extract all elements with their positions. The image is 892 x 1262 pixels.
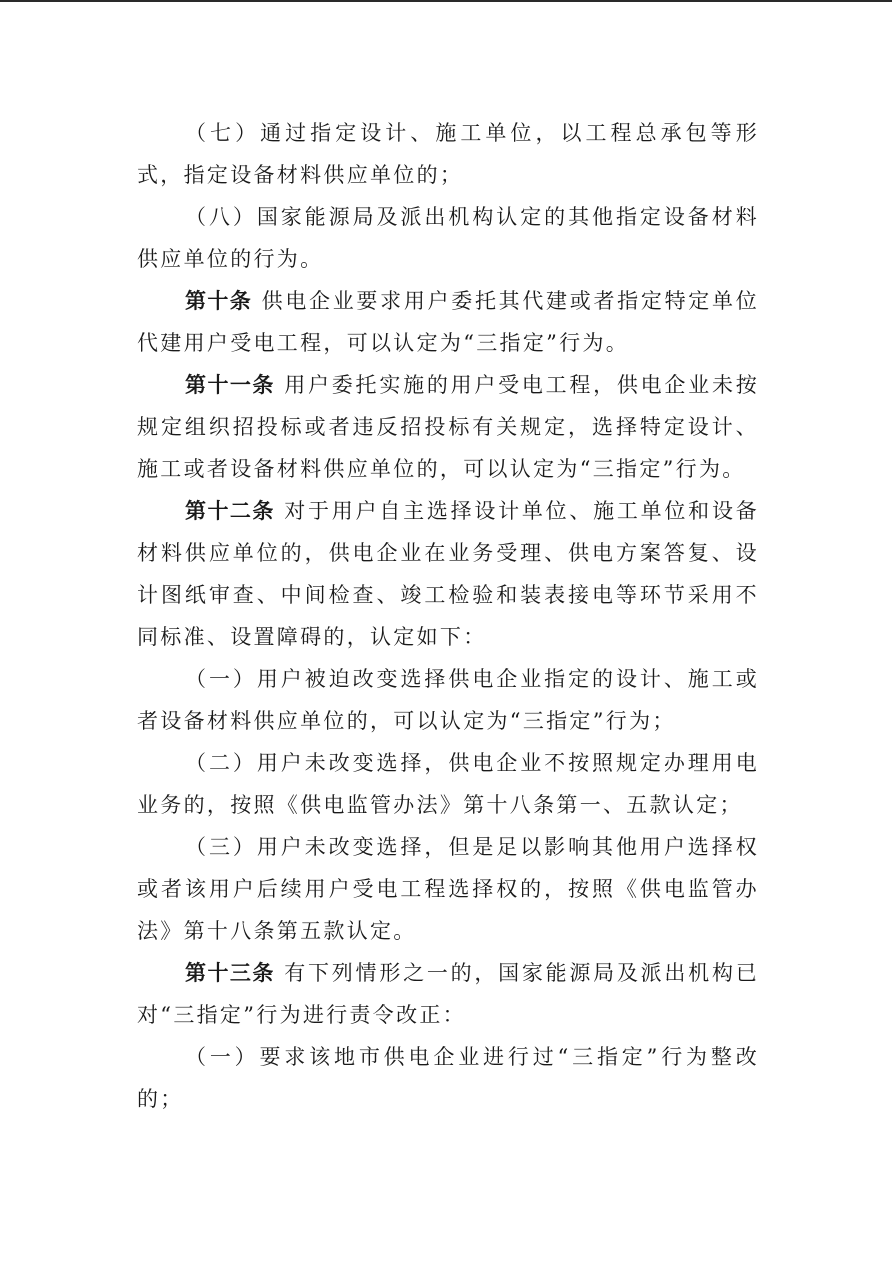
clause-text: （八）国家能源局及派出机构认定的其他指定设备材料供应单位的行为。 (137, 205, 759, 271)
top-border-rule (0, 0, 892, 2)
article-10 (137, 280, 759, 364)
article-11 (137, 364, 759, 490)
clause-text: （七）通过指定设计、施工单位，以工程总承包等形式，指定设备材料供应单位的； (137, 121, 759, 187)
article-text: 用户委托实施的用户受电工程，供电企业未按规定组织招投标或者违反招投标有关规定，选择特定设计、施工或者设备材料供应单位的，可以认定为“三指定”行为。 (137, 373, 759, 481)
clause-item-7 (137, 112, 759, 196)
article-text: 有下列情形之一的，国家能源局及派出机构已对“三指定”行为进行责令改正： (137, 961, 759, 1027)
clause-text: （三）用户未改变选择，但是足以影响其他用户选择权或者该用户后续用户受电工程选择权的，按照《供电监管办法》第十八条第五款认定。 (137, 835, 759, 943)
article-heading: 第十一条 (185, 373, 275, 397)
article-text: 供电企业要求用户委托其代建或者指定特定单位代建用户受电工程，可以认定为“三指定”行为。 (137, 289, 759, 355)
article-heading: 第十条 (185, 289, 253, 313)
article-12-item-1 (137, 658, 759, 742)
article-heading: 第十三条 (185, 961, 275, 985)
document-body (137, 112, 759, 1120)
article-13 (137, 952, 759, 1036)
clause-text: （一）要求该地市供电企业进行过“三指定”行为整改的； (137, 1045, 759, 1111)
article-12 (137, 490, 759, 658)
clause-item-8 (137, 196, 759, 280)
article-12-item-3 (137, 826, 759, 952)
article-text: 对于用户自主选择设计单位、施工单位和设备材料供应单位的，供电企业在业务受理、供电方案答复、设计图纸审查、中间检查、竣工检验和装表接电等环节采用不同标准、设置障碍的，认定如下： (137, 499, 759, 649)
article-12-item-2 (137, 742, 759, 826)
article-13-item-1 (137, 1036, 759, 1120)
clause-text: （二）用户未改变选择，供电企业不按照规定办理用电业务的，按照《供电监管办法》第十八条第一、五款认定； (137, 751, 759, 817)
clause-text: （一）用户被迫改变选择供电企业指定的设计、施工或者设备材料供应单位的，可以认定为“三指定”行为； (137, 667, 759, 733)
article-heading: 第十二条 (185, 499, 275, 523)
